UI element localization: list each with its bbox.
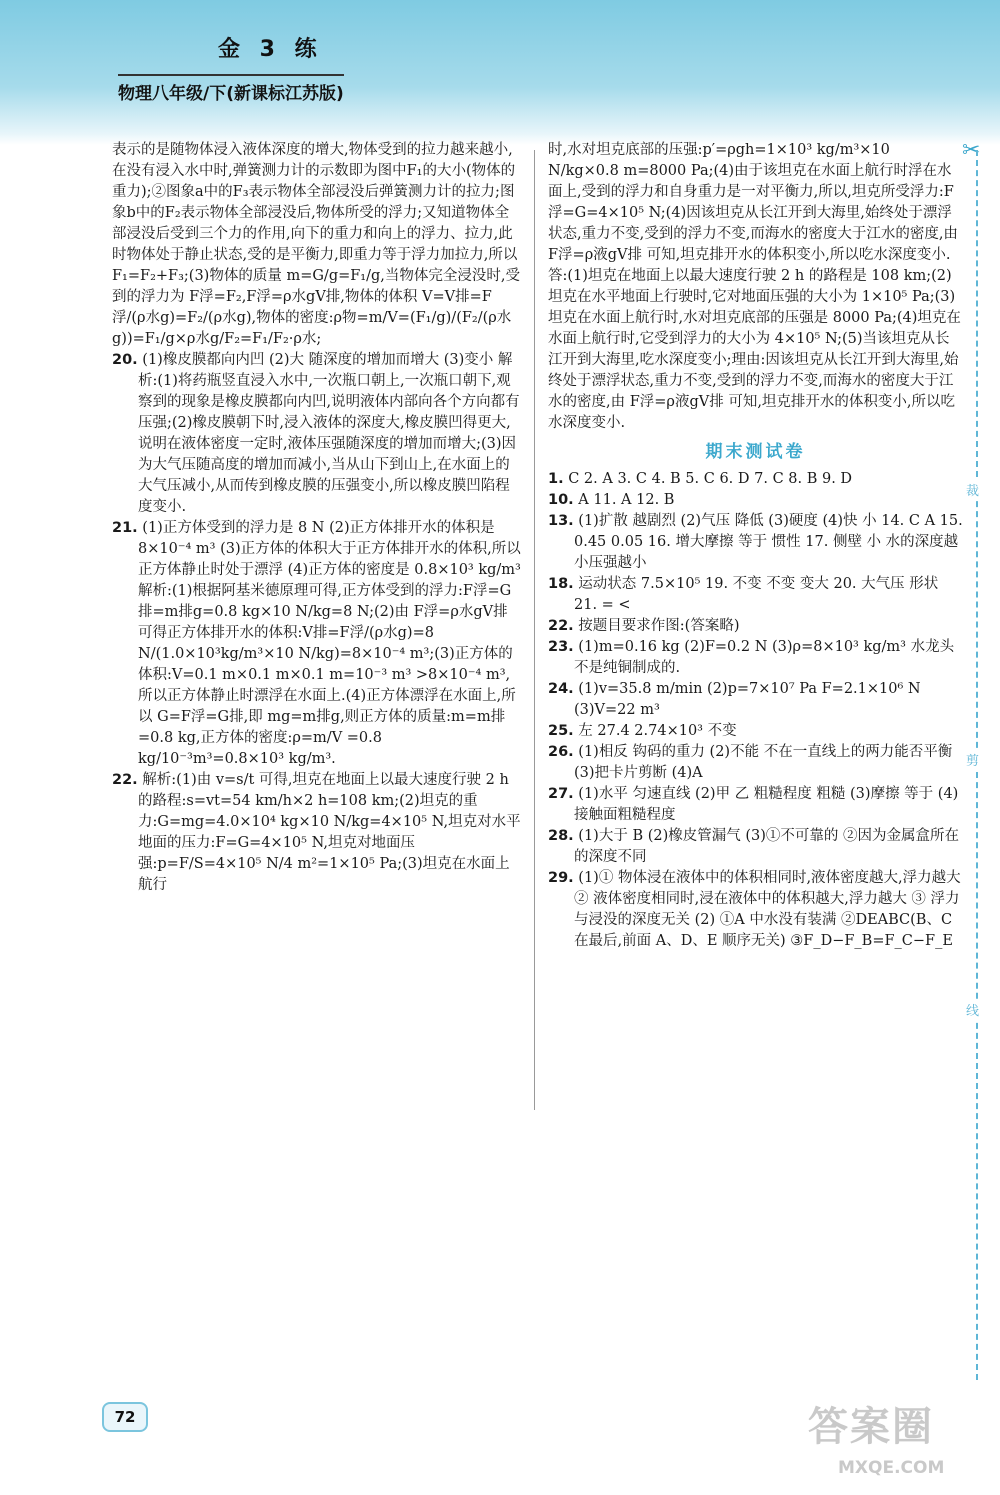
answer-item: [112, 770, 522, 896]
answer-text: C 2. A 3. C 4. B 5. C 6. D 7. C 8. B 9. D: [568, 471, 853, 487]
answer-number: 23.: [548, 639, 574, 655]
answer-number: 24.: [548, 681, 574, 697]
answer-item: [548, 679, 963, 721]
book-subtitle: 物理八年级/下(新课标江苏版): [118, 74, 344, 104]
answer-number: 13.: [548, 513, 574, 529]
answer-number: 20.: [112, 352, 138, 368]
answer-number: 18.: [548, 576, 574, 592]
answer-text: 表示的是随物体浸入液体深度的增大,物体受到的拉力越来越小,在没有浸入水中时,弹簧测力计的示数即为图中F₁的大小(物体的重力);②图象a中的F₃表示物体全部浸没后弹簧测力计的拉力;图象b中的F₂表示物体全部浸没后,物体所受的浮力;又知道物体全部浸没后受到三个力的作用,向下的重力和向上的浮力、拉力,此时物体处于静止状态,受的是平衡力,即重力等于浮力加拉力,所以 F₁=F₂+F₃;(3)物体的质量 m=G/g=F₁/g,当物体完全浸没时,受到的浮力为 F浮=F₂,F浮=ρ水gV排,物体的体积 V=V排=F浮/(ρ水g)=F₂/(ρ水g),物体的密度:ρ物=m/V=(F₁/g)/(F₂/(ρ水g))=F₁/g×ρ水g/F₂=F₁/F₂·ρ水;: [112, 142, 521, 347]
answer-item: [112, 518, 522, 770]
watermark-logo: 答案圈: [808, 1404, 934, 1450]
answer-item: [112, 350, 522, 518]
answer-number: 29.: [548, 870, 574, 886]
answer-text: (1)v=35.8 m/min (2)p=7×10⁷ Pa F=2.1×10⁶ N (3)V=22 m³: [574, 681, 921, 718]
answer-text: 解析:(1)由 v=s/t 可得,坦克在地面上以最大速度行驶 2 h 的路程:s=vt=54 km/h×2 h=108 km;(2)坦克的重力:G=mg=4.0×10⁴ kg×10 N/kg=4×10⁵ N,坦克对水平地面的压力:F=G=4×10⁵ N,坦克对地面压强:p=F/S=4×10⁵ N/4 m²=1×10⁵ Pa;(3)坦克在水面上航行: [138, 772, 521, 893]
answer-text: (1)大于 B (2)橡皮管漏气 (3)①不可靠的 ②因为金属盒所在的深度不同: [574, 828, 960, 865]
answer-text: (1)m=0.16 kg (2)F=0.2 N (3)ρ=8×10³ kg/m³ 水龙头不是纯铜制成的.: [574, 639, 955, 676]
cut-label-jian: 剪: [966, 750, 979, 769]
answer-text: 按题目要求作图:(答案略): [578, 618, 740, 634]
page-number: 72: [102, 1402, 148, 1432]
answer-item: [548, 721, 963, 742]
answer-text: (1)① 物体浸在液体中的体积相同时,液体密度越大,浮力越大 ② 液体密度相同时,浸在液体中的体积越大,浮力越大 ③ 浮力与浸没的深度无关 (2) ①A 中水没有装满 ②DEABC(B、C在最后,前面 A、D、E 顺序无关) ③F_D−F_B=F_C−F_E: [574, 870, 961, 949]
answer-text: (1)正方体受到的浮力是 8 N (2)正方体排开水的体积是 8×10⁻⁴ m³ (3)正方体的体积大于正方体排开水的体积,所以正方体静止时处于漂浮 (4)正方体的密度是 0.8×10³ kg/m³ 解析:(1)根据阿基米德原理可得,正方体受到的浮力:F浮=G排=m排g=0.8 kg×10 N/kg=8 N;(2)由 F浮=ρ水gV排 可得正方体排开水的体积:V排=F浮/(ρ水g)=8 N/(1.0×10³kg/m³×10 N/kg)=8×10⁻⁴ m³;(3)正方体的体积:V=0.1 m×0.1 m×0.1 m=10⁻³ m³ >8×10⁻⁴ m³,所以正方体静止时漂浮在水面上.(4)正方体漂浮在水面上,所以 G=F浮=G排,即 mg=m排g,则正方体的质量:m=m排=0.8 kg,正方体的密度:ρ=m/V =0.8 kg/10⁻³m³=0.8×10³ kg/m³.: [138, 520, 521, 767]
cut-label-xian: 线: [966, 1000, 979, 1019]
scissors-icon: ✂: [962, 138, 981, 163]
brand-title: 金 3 练: [218, 37, 323, 62]
answer-number: 25.: [548, 723, 574, 739]
answer-item: [548, 868, 963, 952]
answer-item: [548, 616, 963, 637]
answer-number: 22.: [112, 772, 138, 788]
answer-text: (1)水平 匀速直线 (2)甲 乙 粗糙程度 粗糙 (3)摩擦 等于 (4)接触面粗糙程度: [574, 786, 959, 823]
section-title: 期末测试卷: [705, 442, 806, 462]
answer-number: 28.: [548, 828, 574, 844]
answer-text: (1)橡皮膜都向内凹 (2)大 随深度的增加而增大 (3)变小 解析:(1)将药瓶竖直浸入水中,一次瓶口朝上,一次瓶口朝下,观察到的现象是橡皮膜都向内凹,说明液体内部向各个方向都有压强;(2)橡皮膜朝下时,浸入液体的深度大,橡皮膜凹得更大,说明在液体密度一定时,液体压强随深度的增加而增大;(3)因为大气压随高度的增加而减小,当从山下到山上,在水面上的大气压减小,从而传到橡皮膜的压强变小,所以橡皮膜凹陷程度变小.: [138, 352, 520, 515]
answer-text: 左 27.4 2.74×10³ 不变: [578, 723, 737, 739]
answer-number: 1.: [548, 471, 564, 487]
page-header: [0, 0, 1000, 145]
column-divider: [534, 150, 535, 1110]
answer-number: 21.: [112, 520, 138, 536]
answer-item: [548, 784, 963, 826]
answer-text: (1)扩散 越剧烈 (2)气压 降低 (3)硬度 (4)快 小 14. C A 15. 0.45 0.05 16. 增大摩擦 等于 惯性 17. 侧壁 小 水的深度越小压强越小: [574, 513, 963, 571]
right-column: [548, 140, 963, 952]
answer-item: [112, 140, 522, 350]
answer-item: [548, 742, 963, 784]
answer-text: A 11. A 12. B: [578, 492, 675, 508]
answer-text: (1)相反 钩码的重力 (2)不能 不在一直线上的两力能否平衡 (3)把卡片剪断 (4)A: [574, 744, 953, 781]
answer-item: [548, 490, 963, 511]
answer-item: [548, 574, 963, 616]
answer-text: 运动状态 7.5×10⁵ 19. 不变 不变 变大 20. 大气压 形状 21. = <: [574, 576, 939, 613]
answer-item: [548, 826, 963, 868]
watermark-url: MXQE.COM: [838, 1458, 945, 1478]
answer-number: 22.: [548, 618, 574, 634]
answer-number: 10.: [548, 492, 574, 508]
answer-item: [548, 511, 963, 574]
answer-number: 26.: [548, 744, 574, 760]
answer-item: [548, 637, 963, 679]
left-column: [112, 140, 522, 896]
cut-label-cai: 裁: [966, 480, 979, 499]
answer-number: 27.: [548, 786, 574, 802]
answer-item: [548, 469, 963, 490]
continued-answer: 时,水对坦克底部的压强:p′=ρgh=1×10³ kg/m³×10 N/kg×0.8 m=8000 Pa;(4)由于该坦克在水面上航行时浮在水面上,受到的浮力和自身重力是一对平衡力,所以,坦克所受浮力:F浮=G=4×10⁵ N;(4)因该坦克从长江开到大海里,始终处于漂浮状态,重力不变,受到的浮力不变,而海水的密度大于江水的密度,由 F浮=ρ液gV排 可知,坦克排开水的体积变小,所以吃水深度变小. 答:(1)坦克在地面上以最大速度行驶 2 h 的路程是 108 km;(2)坦克在水平地面上行驶时,它对地面压强的大小为 1×10⁵ Pa;(3)坦克在水面上航行时,水对坦克底部的压强是 8000 Pa;(4)坦克在水面上航行时,它受到浮力的大小为 4×10⁵ N;(5)当该坦克从长江开到大海里,吃水深度变小;理由:因该坦克从长江开到大海里,始终处于漂浮状态,重力不变,受到的浮力不变,而海水的密度大于江水的密度,由 F浮=ρ液gV排 可知,坦克排开水的体积变小,所以吃水深度变小.: [548, 142, 961, 431]
